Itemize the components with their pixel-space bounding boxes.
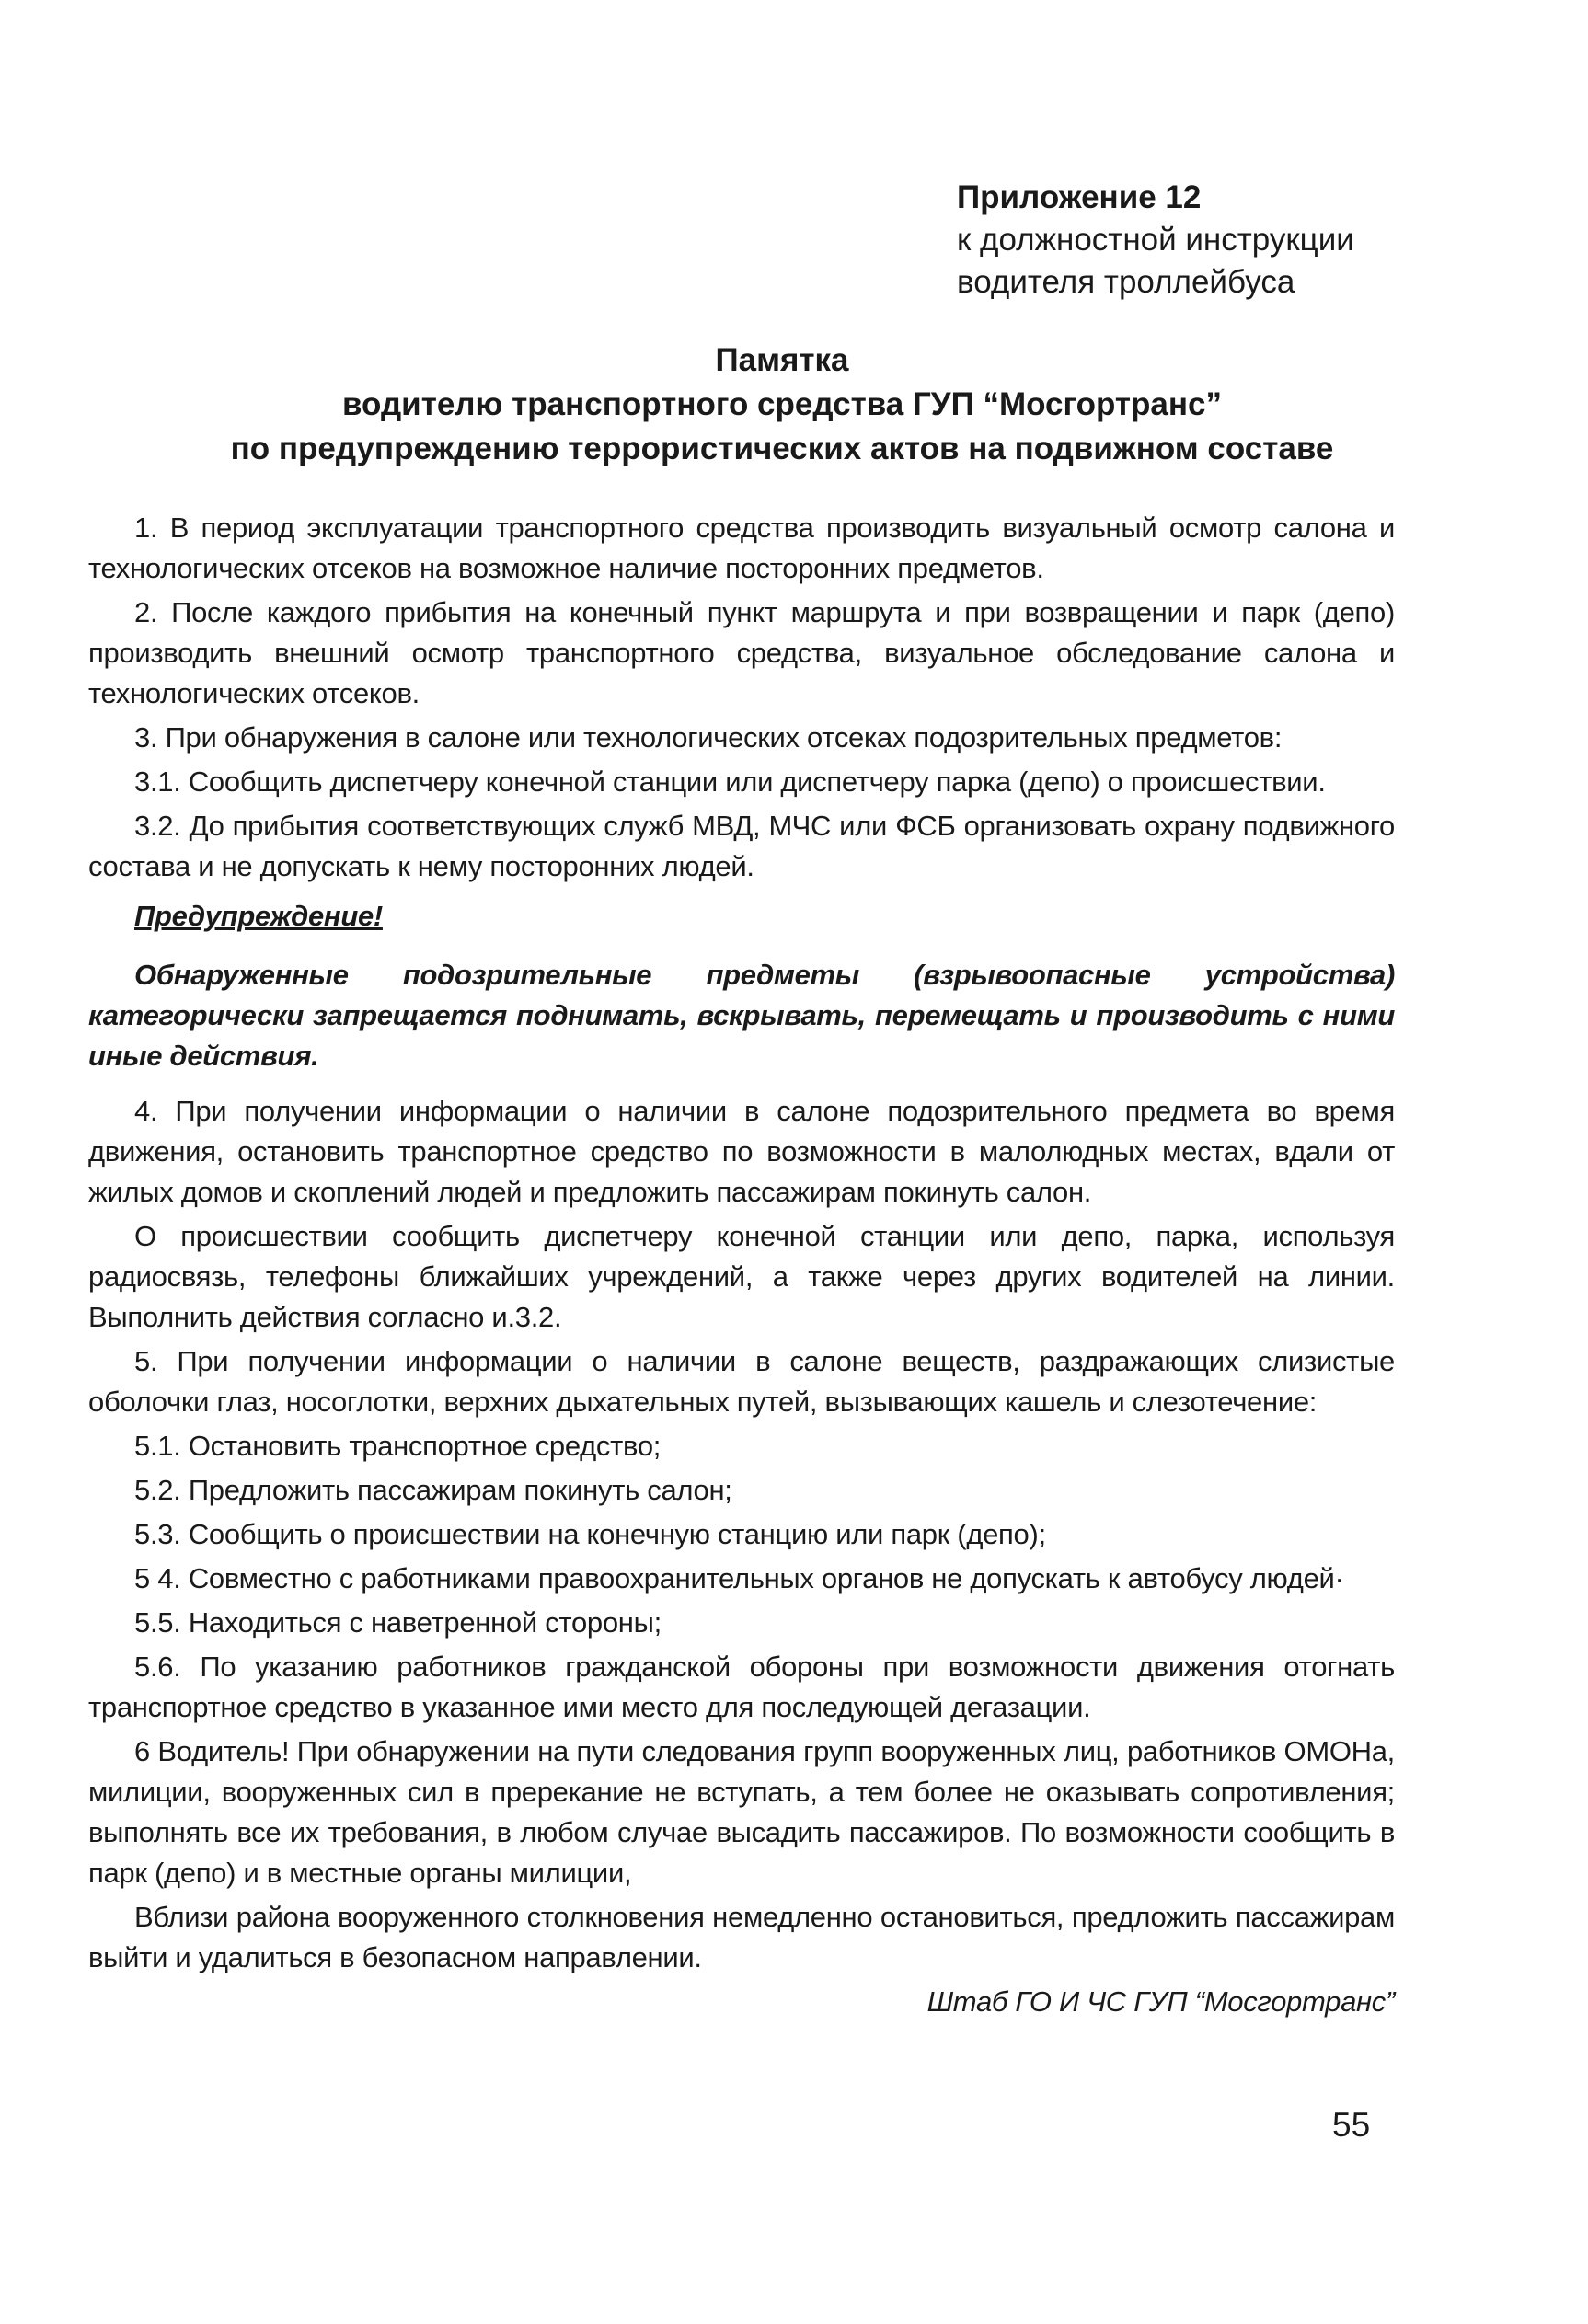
appendix-title: Приложение 12 [957, 179, 1202, 215]
page-number: 55 [1332, 2106, 1371, 2144]
paragraph: 3.1. Сообщить диспетчеру конечной станции или диспетчеру парка (депо) о происшествии. [134, 765, 1326, 798]
paragraph: 5.3. Сообщить о происшествии на конечную станцию или парк (депо); [134, 1518, 1046, 1550]
appendix-line: к должностной инструкции [957, 222, 1354, 258]
paragraph: 5.2. Предложить пассажирам покинуть салон; [134, 1474, 732, 1506]
paragraph: 3. При обнаружения в салоне или технологических отсеках подозрительных предметов: [134, 721, 1283, 754]
memo-heading-line: по предупреждению террористических актов на подвижном составе [230, 431, 1334, 466]
paragraph: 5. При получении информации о наличии в салоне веществ, раздражающих слизистые оболочки глаз, носоглотки, верхних дыхательных путей, вызывающих кашель и слезотечение: [88, 1345, 1395, 1418]
paragraph: О происшествии сообщить диспетчеру конечной станции или депо, парка, используя радиосвязь, телефоны ближайших учреждений, а также через других водителей на линии. Выполнить действия согласно и.3.2. [88, 1220, 1395, 1333]
appendix-block [957, 177, 1472, 304]
paragraph: 4. При получении информации о наличии в салоне подозрительного предмета во время движения, остановить транспортное средство по возможности в малолюдных местах, вдали от жилых домов и скоплений людей и предложить пассажирам покинуть салон. [88, 1095, 1395, 1208]
memo-heading-line: водителю транспортного средства ГУП “Мосгортранс” [341, 386, 1223, 422]
paragraph: 3.2. До прибытия соответствующих служб МВД, МЧС или ФСБ организовать охрану подвижного состава и не допускать к нему посторонних людей. [88, 810, 1395, 882]
paragraph: 5 4. Совместно с работниками правоохранительных органов не допускать к автобусу людей· [134, 1562, 1344, 1594]
signature: Штаб ГО И ЧС ГУП “Мосгортранс” [926, 1985, 1395, 2018]
paragraph: 5.5. Находиться с наветренной стороны; [134, 1606, 662, 1639]
warning-title: Предупреждение! [134, 900, 383, 932]
memo-heading-line: Памятка [715, 342, 849, 378]
paragraph: Вблизи района вооруженного столкновения немедленно остановиться, предложить пассажирам выйти и удалиться в безопасном направлении. [88, 1901, 1395, 1973]
paragraph: 6 Водитель! При обнаружении на пути следования групп вооруженных лиц, работников ОМОНа, милиции, вооруженных сил в пререкание не вступать, а тем более не оказывать сопротивления; выполнять все их требования, в любом случае высадить пассажиров. По возможности сообщить в парк (депо) и в местные органы милиции, [88, 1735, 1395, 1889]
memo-heading [83, 339, 1481, 471]
appendix-line: водителя троллейбуса [957, 264, 1295, 300]
memo-body [88, 508, 1395, 2026]
paragraph: 2. После каждого прибытия на конечный пункт маршрута и при возвращении и парк (депо) производить внешний осмотр транспортного средства, визуальное обследование салона и технологических отсеков. [88, 596, 1395, 709]
paragraph: 1. В период эксплуатации транспортного средства производить визуальный осмотр салона и технологических отсеков на возможное наличие посторонних предметов. [88, 512, 1395, 584]
warning-text: Обнаруженные подозрительные предметы (взрывоопасные устройства) категорически запрещается поднимать, вскрывать, перемещать и производить с ними иные действия. [88, 959, 1395, 1072]
paragraph: 5.6. По указанию работников гражданской обороны при возможности движения отогнать транспортное средство в указанное ими место для последующей дегазации. [88, 1651, 1395, 1723]
paragraph: 5.1. Остановить транспортное средство; [134, 1430, 662, 1462]
